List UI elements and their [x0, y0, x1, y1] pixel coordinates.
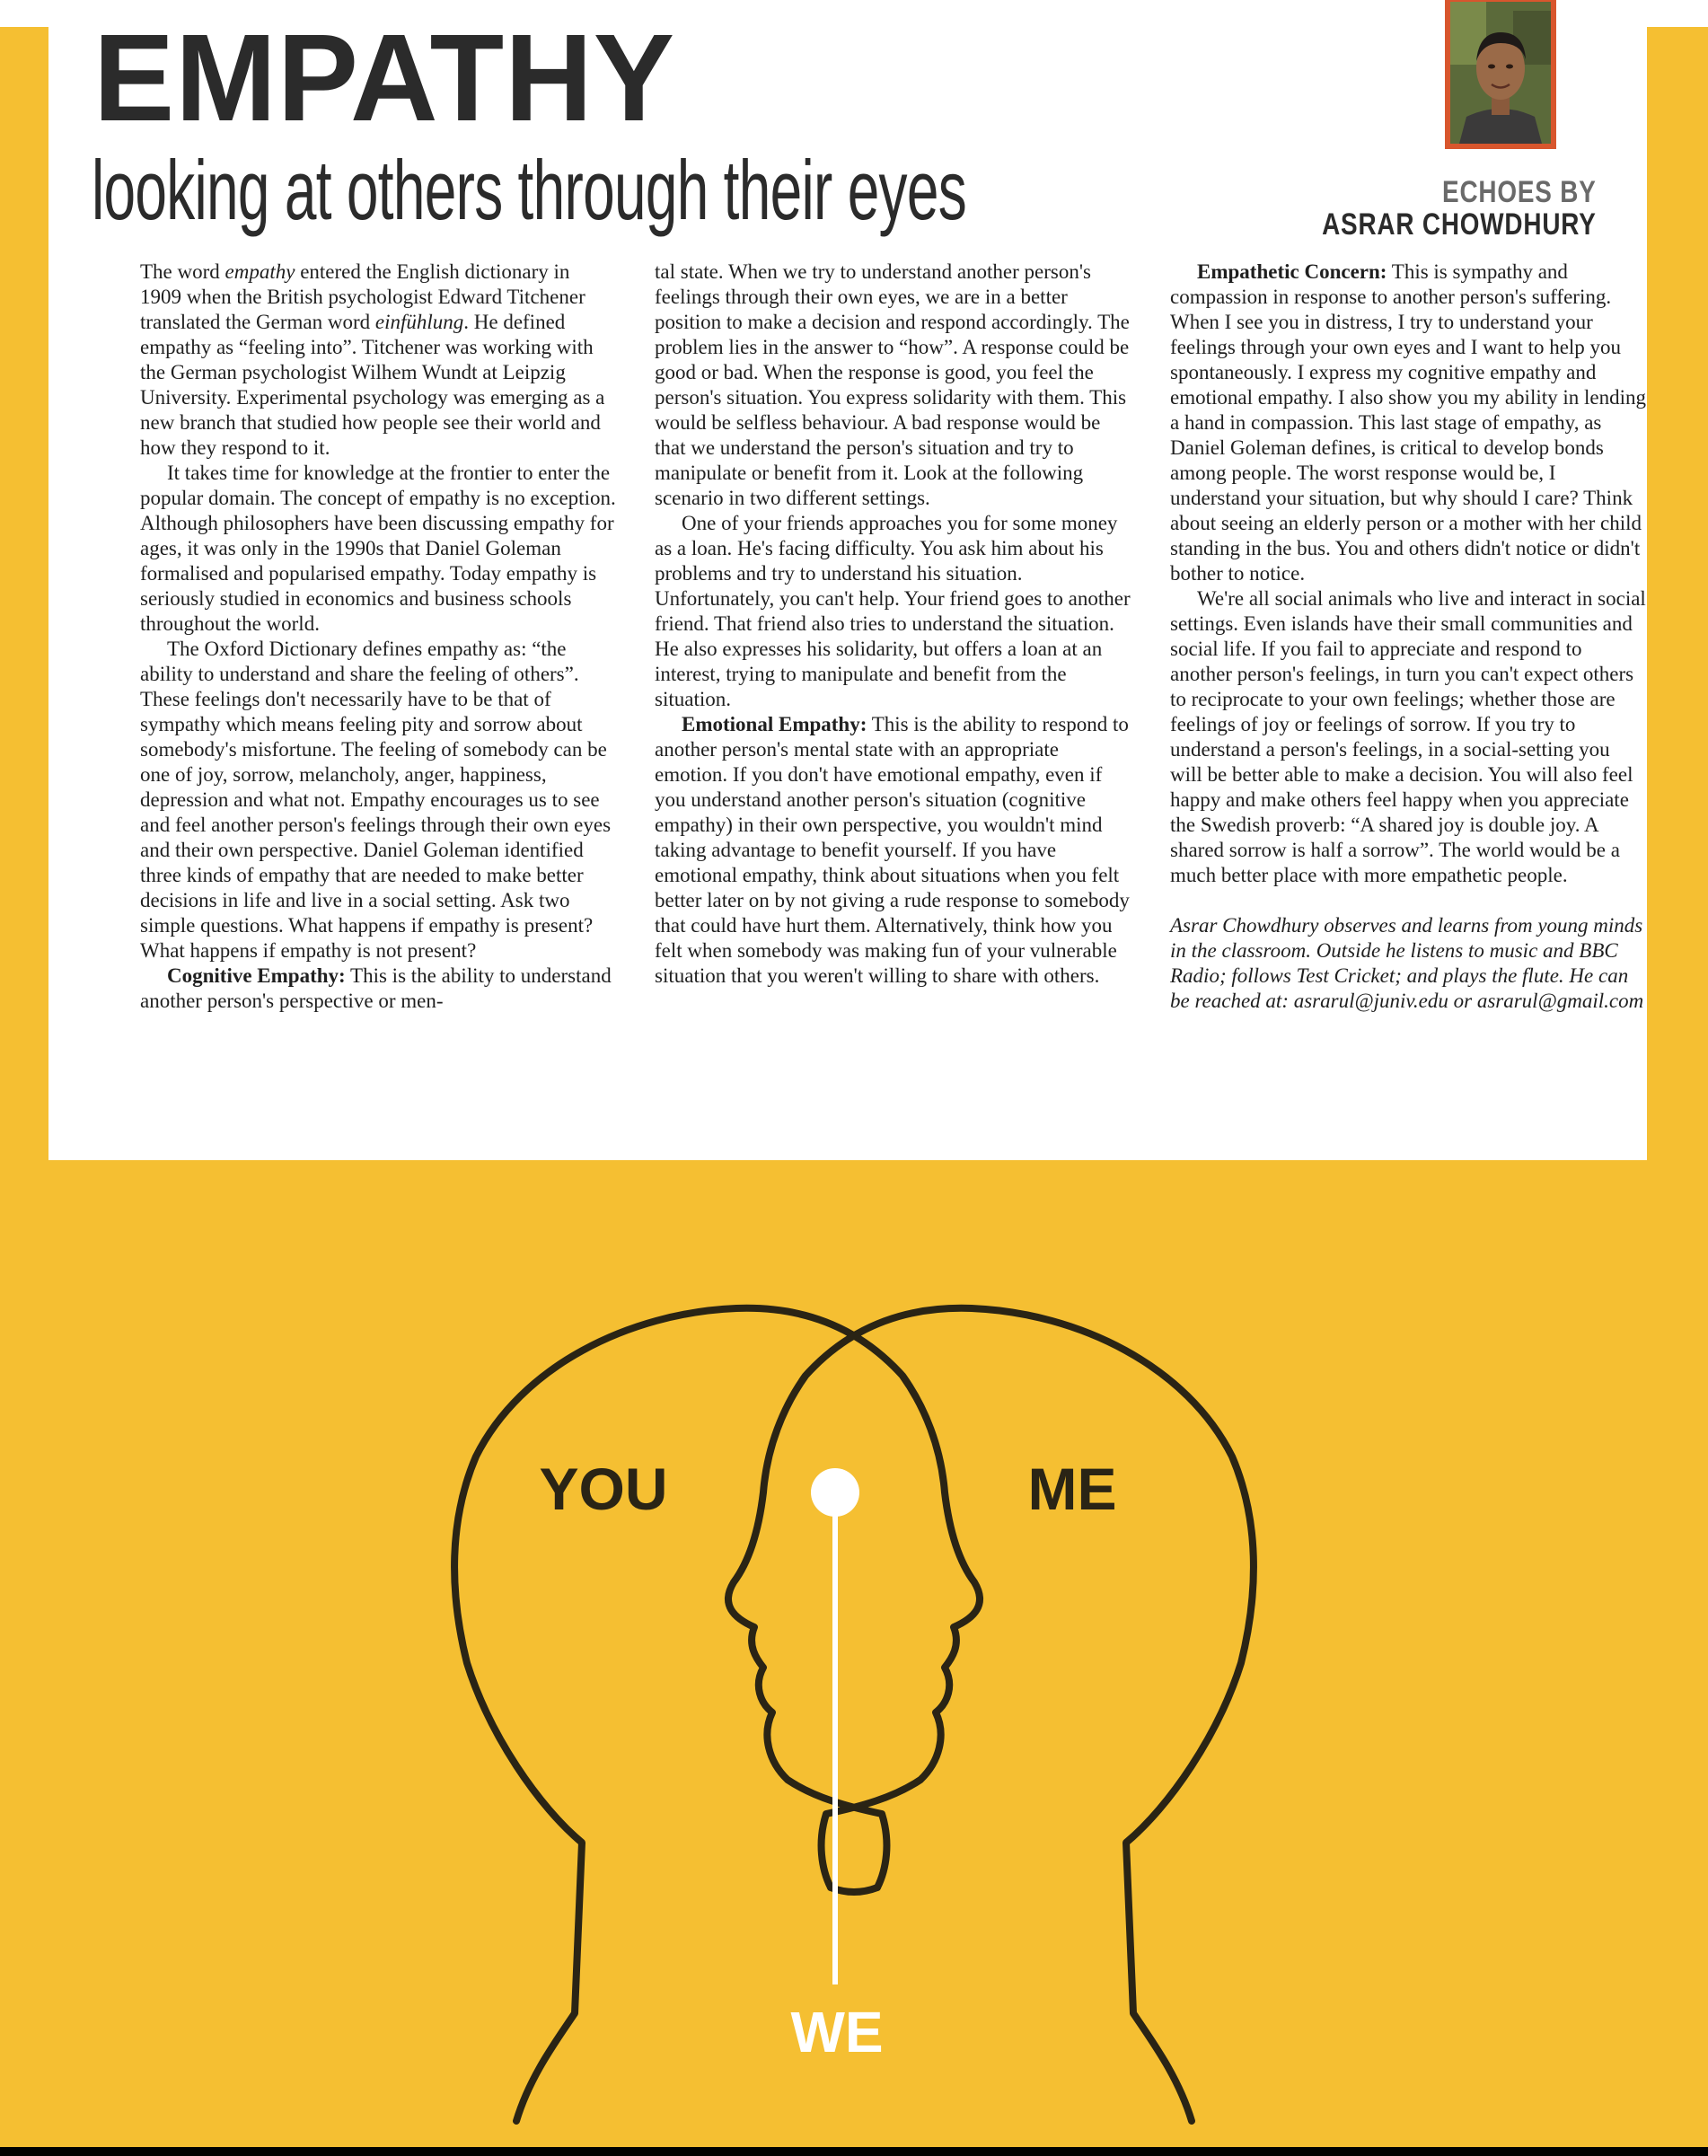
author-portrait-icon	[1450, 2, 1551, 144]
center-dot-icon	[811, 1468, 859, 1517]
byline-author: ASRAR CHOWDHURY	[1322, 207, 1597, 242]
section-lead: Emotional Empathy:	[682, 713, 867, 735]
headline: EMPATHY	[93, 9, 676, 147]
article-column-1	[140, 260, 616, 1014]
empathy-illustration	[0, 1160, 1708, 2148]
label-we: WE	[790, 2000, 884, 2064]
paragraph: Emotional Empathy: This is the ability to respond to another person's mental state with an appropriate emotion. If you don't have emotional empathy, even if you understand another person's situation (cognitive empathy) in their own perspective, you wouldn't mind taking advantage to benefit yourself. If you have emotional empathy, think about situations when you felt better later on by not giving a rude response to somebody that could have hurt them. Alternatively, think how you felt when somebody was making fun of your vulnerable situation that you weren't willing to share with others.	[655, 713, 1130, 987]
subheadline: looking at others through their eyes	[92, 143, 966, 237]
paragraph: Cognitive Empathy: This is the ability to understand another person's perspective or men-	[140, 964, 612, 1012]
paragraph: One of your friends approaches you for some money as a loan. He's facing difficulty. You ask him about his problems and try to understand his situation. Unfortunately, you can't help. Your friend goes to another friend. That friend also tries to understand the situation. He also expresses his solidarity, but offers a loan at an interest, trying to manipulate and benefit from the situation.	[655, 512, 1131, 710]
paragraph: tal state. When we try to understand another person's feelings through their own eyes, we are in a better position to make a decision and respond accordingly. The problem lies in the answer to “how”. A response could be good or bad. When the response is good, you feel the person's situation. You express solidarity with them. This would be selfless behaviour. A bad response would be that we understand the person's situation and try to manipulate or benefit from it. Look at the following scenario in two different settings.	[655, 260, 1130, 509]
author-bio: Asrar Chowdhury observes and learns from young minds in the classroom. Outside he listens to music and BBC Radio; follows Test Cricket; and plays the flute. He can be reached at: asrarul@juniv.edu or asrarul@gmail.com	[1170, 914, 1644, 1012]
left-head-outline	[454, 1308, 980, 2121]
paragraph: The word empathy entered the English dictionary in 1909 when the British psychologist Edward Titchener translated the German word einfühlung. He defined empathy as “feeling into”. Titchener was working with the German psychologist Wilhem Wundt at Leipzig University. Experimental psychology was emerging as a new branch that studied how people see their world and how they respond to it.	[140, 260, 605, 459]
paragraph: Empathetic Concern: This is sympathy and compassion in response to another person's suffering. When I see you in distress, I try to understand your feelings through your own eyes and I want to help you spontaneously. I express my cognitive empathy and emotional empathy. I also show you my ability in lending a hand in compassion. This last stage of empathy, as Daniel Goleman defines, is critical to develop bonds among people. The worst response would be, I understand your situation, but why should I care? Think about seeing an elderly person or a mother with her child standing in the bus. You and others didn't notice or didn't bother to notice.	[1170, 260, 1646, 585]
label-me: ME	[1027, 1456, 1117, 1522]
byline-prefix: ECHOES BY	[1442, 175, 1597, 209]
byline	[1262, 176, 1597, 241]
article-column-2	[655, 260, 1131, 989]
label-you: YOU	[539, 1456, 668, 1522]
paragraph: We're all social animals who live and interact in social settings. Even islands have their small communities and social life. If you fail to appreciate and respond to another person's feelings, in turn you can't expect others to reciprocate to your own feelings; whether those are feelings of joy or feelings of sorrow. If you try to understand a person's feelings, in a social-setting you will be better able to make a decision. You will also feel happy and make others feel happy when you appreciate the Swedish proverb: “A shared joy is double joy. A shared sorrow is half a sorrow”. The world would be a much better place with more empathetic people.	[1170, 587, 1646, 886]
paragraph: The Oxford Dictionary defines empathy as: “the ability to understand and share the feeling of others”. These feelings don't necessarily have to be that of sympathy which means feeling pity and sorrow about somebody's misfortune. The feeling of somebody can be one of joy, sorrow, melancholy, anger, happiness, depression and what not. Empathy encourages us to see and feel another person's feelings through their own eyes and their own perspective. Daniel Goleman identified three kinds of empathy that are needed to make better decisions in life and live in a social setting. Ask two simple questions. What happens if empathy is present? What happens if empathy is not present?	[140, 638, 612, 962]
article-panel	[48, 0, 1647, 1160]
author-photo	[1445, 0, 1556, 149]
paragraph: It takes time for knowledge at the frontier to enter the popular domain. The concept of empathy is no exception. Although philosophers have been discussing empathy for ages, it was only in the 1990s that Daniel Goleman formalised and popularised empathy. Today empathy is seriously studied in economics and business schools throughout the world.	[140, 462, 616, 635]
section-lead: Cognitive Empathy:	[167, 964, 346, 987]
section-lead: Empathetic Concern:	[1197, 260, 1387, 283]
article-column-3	[1170, 260, 1646, 1014]
bottom-border	[0, 2147, 1708, 2156]
